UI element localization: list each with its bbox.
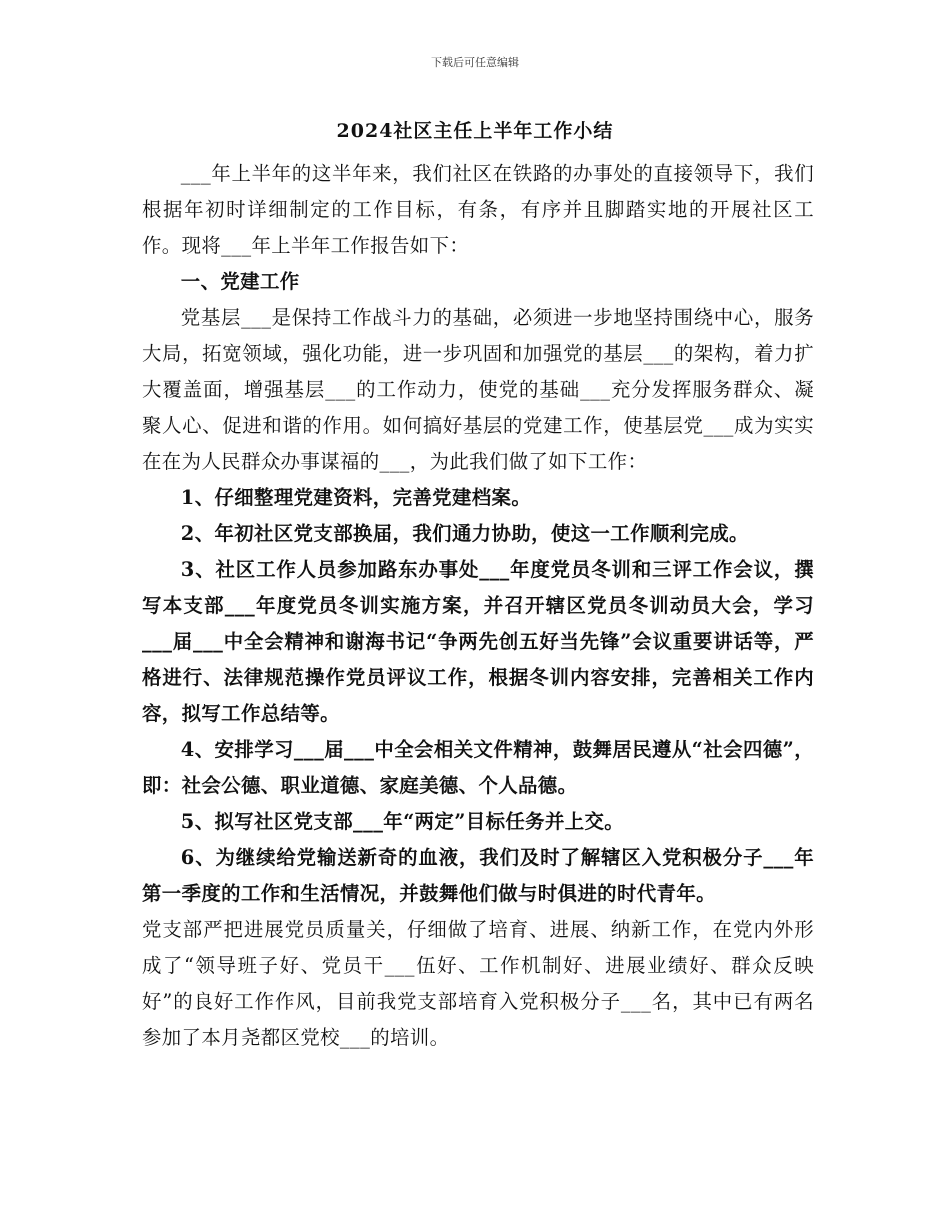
intro-paragraph: ___年上半年的这半年来，我们社区在铁路的办事处的直接领导下，我们根据年初时详细制定的工作目标，有条，有序并且脚踏实地的开展社区工作。现将___年上半年工作报告如下：: [142, 162, 814, 257]
work-item-5: 5、拟写社区党支部___年“两定”目标任务并上交。: [180, 810, 625, 833]
header-note: 下载后可任意编辑: [431, 56, 519, 69]
work-item-6: 6、为继续给党输送新奇的血液，我们及时了解辖区入党积极分子___年第一季度的工作和生活情况，并鼓舞他们做与时俱进的时代青年。: [142, 846, 814, 905]
document-title: 2024社区主任上半年工作小结: [336, 120, 614, 142]
document-body: [142, 156, 814, 1056]
work-item-1: 1、仔细整理党建资料，完善党建档案。: [180, 486, 532, 509]
party-building-paragraph: 党基层___是保持工作战斗力的基础，必须进一步地坚持围绕中心，服务大局，拓宽领域，强化功能，进一步巩固和加强党的基层___的架构，着力扩大覆盖面，增强基层___的工作动力，使党的基础___充分发挥服务群众、凝聚人心、促进和谐的作用。如何搞好基层的党建工作，使基层党___成为实实在在为人民群众办事谋福的___，为此我们做了如下工作：: [142, 306, 814, 473]
work-item-2: 2、年初社区党支部换届，我们通力协助，使这一工作顺利完成。: [180, 522, 749, 545]
section-heading-party-building: 一、党建工作: [180, 270, 300, 293]
closing-paragraph: 党支部严把进展党员质量关，仔细做了培育、进展、纳新工作，在党内外形成了“领导班子好、党员干___伍好、工作机制好、进展业绩好、群众反映好”的良好工作作风，目前我党支部培育入党积极分子___名，其中已有两名参加了本月尧都区党校___的培训。: [142, 918, 814, 1049]
work-item-3: 3、社区工作人员参加路东办事处___年度党员冬训和三评工作会议，撰写本支部___年度党员冬训实施方案，并召开辖区党员冬训动员大会，学习___届___中全会精神和谢海书记“争两先创五好当先锋”会议重要讲话等，严格进行、法律规范操作党员评议工作，根据冬训内容安排，完善相关工作内容，拟写工作总结等。: [142, 558, 814, 725]
work-item-4: 4、安排学习___届___中全会相关文件精神，鼓舞居民遵从“社会四德”，即：社会公德、职业道德、家庭美德、个人品德。: [142, 738, 814, 797]
